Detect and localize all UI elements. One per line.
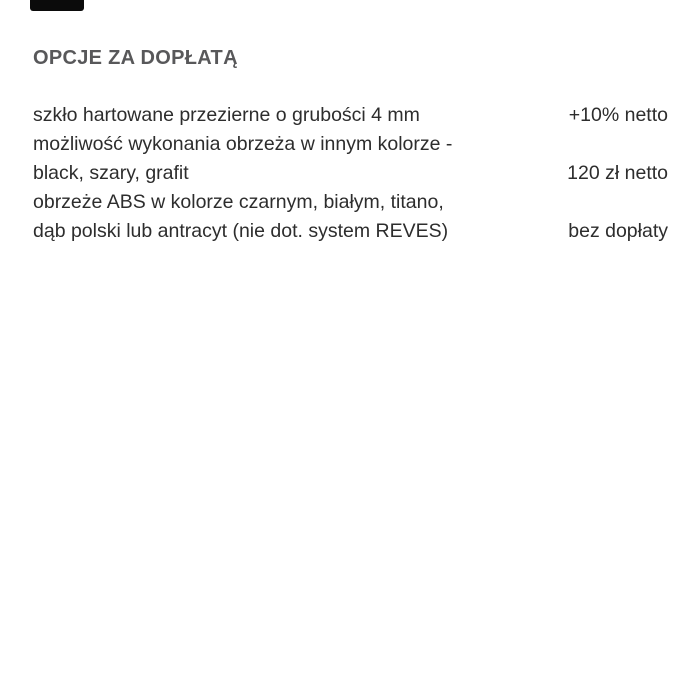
option-description — [33, 188, 448, 246]
description-line: szkło hartowane przezierne o grubości 4 mm — [33, 104, 420, 126]
option-price: bez dopłaty — [568, 220, 668, 242]
description-line: obrzeże ABS w kolorze czarnym, białym, titano, — [33, 191, 444, 213]
description-line: black, szary, grafit — [33, 162, 189, 184]
options-list — [33, 101, 668, 246]
section-heading: OPCJE ZA DOPŁATĄ — [33, 47, 238, 69]
option-row-edge-color — [33, 130, 668, 188]
description-line: dąb polski lub antracyt (nie dot. system REVES) — [33, 220, 449, 242]
top-page-artifact — [30, 0, 84, 11]
option-price: +10% netto — [568, 104, 668, 126]
option-description — [33, 130, 452, 188]
option-description — [33, 101, 420, 130]
option-row-glass — [33, 101, 668, 130]
option-row-abs-edge — [33, 188, 668, 246]
description-line: możliwość wykonania obrzeża w innym kolorze - — [33, 133, 453, 155]
option-price: 120 zł netto — [567, 162, 668, 184]
